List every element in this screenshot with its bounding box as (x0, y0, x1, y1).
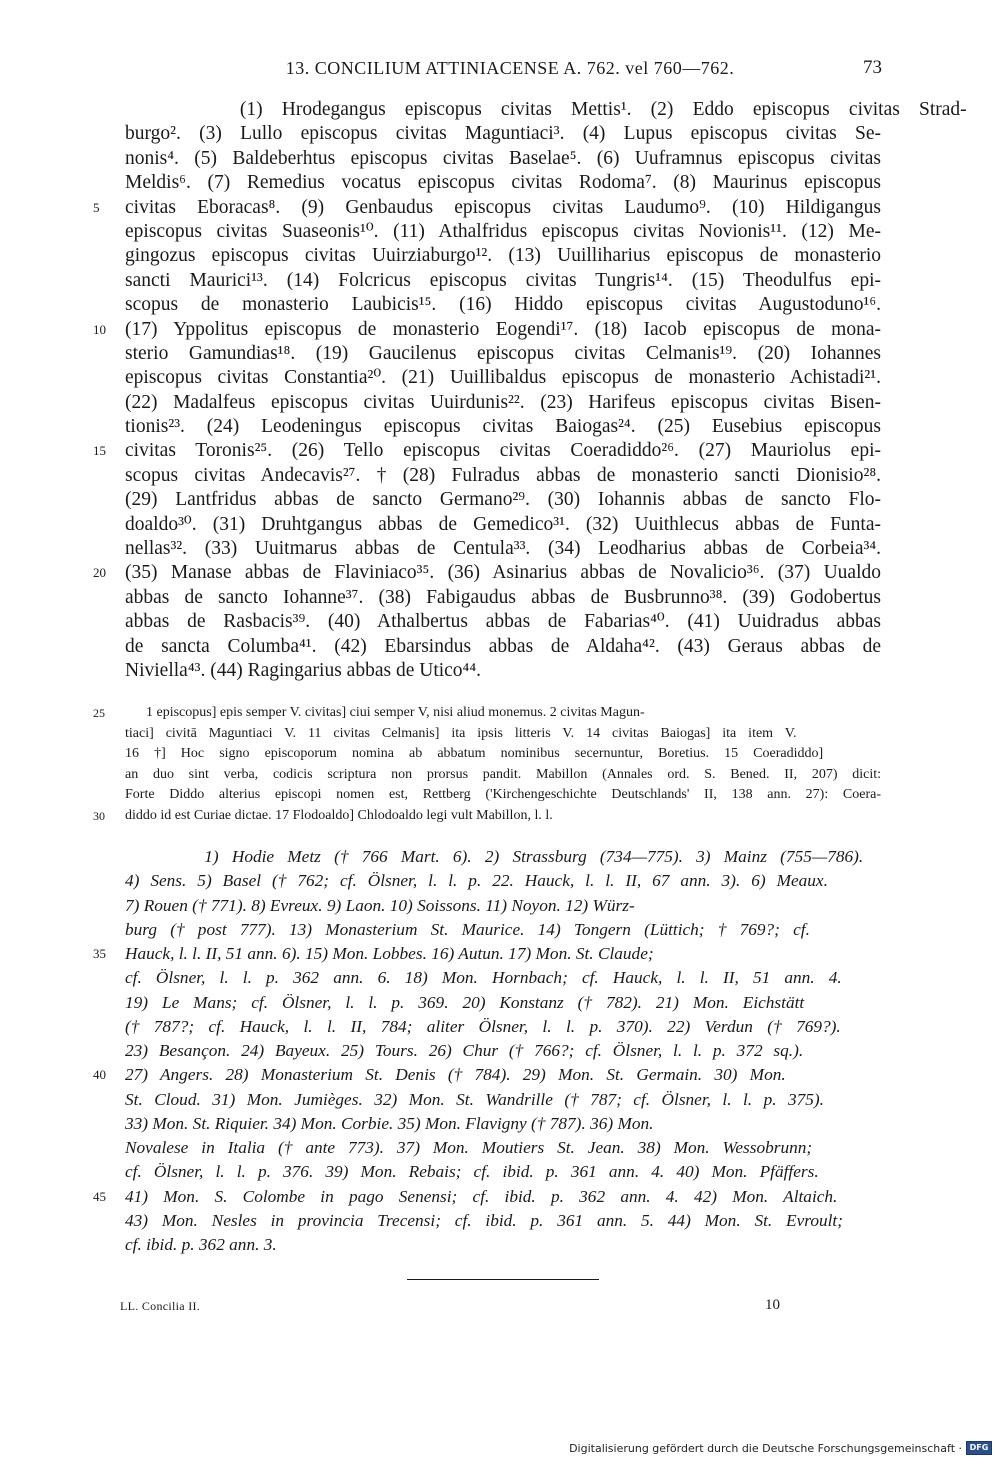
footnote-line (125, 1136, 881, 1160)
text-line (125, 147, 881, 171)
apparatus-line-text: an duo sint verba, codicis scriptura non prorsus pandit. Mabillon (Annales ord. S. Bened. II, 207) dicit: (125, 766, 881, 782)
sheet-number: 10 (765, 1297, 780, 1313)
text-line-text: sancti Maurici¹³. (14) Folcricus episcopus civitas Tungris¹⁴. (15) Theodulfus epi- (125, 269, 881, 291)
apparatus-line-text: 16 †] Hoc signo episcoporum nomina ab abbatum nominibus secernuntur, Boretius. 15 Coeradiddo] (125, 746, 824, 762)
margin-line-number: 40 (93, 1067, 106, 1083)
digitization-credit (569, 1441, 992, 1455)
text-line (125, 269, 881, 293)
text-line (125, 244, 881, 268)
text-line-text: episcopus civitas Constantia²⁰. (21) Uuillibaldus episcopus de monasterio Achistadi²¹. (125, 367, 881, 389)
margin-line-number: 45 (93, 1188, 106, 1204)
critical-apparatus (93, 703, 881, 827)
text-line (125, 488, 881, 512)
text-line-text: episcopus civitas Suaseonis¹⁰. (11) Athalfridus episcopus civitas Novionis¹¹. (12) Me- (125, 220, 881, 242)
text-line (125, 635, 881, 659)
text-line (125, 366, 881, 390)
text-line-text: burgo². (3) Lullo episcopus civitas Maguntiaci³. (4) Lupus episcopus civitas Se- (125, 123, 881, 145)
footnote-line-text: cf. ibid. p. 362 ann. 3. (125, 1235, 277, 1254)
credit-text: Digitalisierung gefördert durch die Deutsche Forschungsgemeinschaft · (569, 1441, 962, 1455)
text-line-text: abbas de sancto Iohanne³⁷. (38) Fabigaudus abbas de Busbrunno³⁸. (39) Godobertus (125, 586, 881, 608)
footnote-line (93, 1063, 881, 1087)
text-line-text: nonis⁴. (5) Baldeberhtus episcopus civitas Baselae⁵. (6) Uuframnus episcopus civitas (125, 147, 881, 169)
apparatus-line-text: Forte Diddo alterius episcopi nomen est, Rettberg ('Kirchengeschichte Deutschlands' II, 138 ann. 27): Coera- (125, 787, 881, 803)
text-line (125, 464, 881, 488)
apparatus-line-text: 1 episcopus] epis semper V. civitas] ciui semper V, nisi aliud monemus. 2 civitas Magun- (125, 705, 645, 720)
margin-line-number: 10 (93, 321, 106, 337)
text-line-text: (17) Yppolitus episcopus de monasterio Eogendi¹⁷. (18) Iacob episcopus de mona- (125, 318, 881, 340)
footnote-line (125, 1233, 881, 1257)
text-line-text: Niviella⁴³. (44) Ragingarius abbas de Utico⁴⁴. (125, 659, 482, 681)
text-line (125, 342, 881, 366)
text-line (125, 98, 967, 122)
text-line-text: gingozus episcopus civitas Uuirziaburgo¹². (13) Uuilliharius episcopus de monasterio (125, 245, 881, 267)
footnote-line-text: († 787?; cf. Hauck, l. l. II, 784; aliter Ölsner, l. l. p. 370). 22) Verdun († 769?). (125, 1016, 841, 1036)
text-line (125, 610, 881, 634)
text-line-text: doaldo³⁰. (31) Druhtgangus abbas de Gemedico³¹. (32) Uuithlecus abbas de Funta- (125, 513, 881, 535)
text-line (125, 220, 881, 244)
text-line-text: de sancta Columba⁴¹. (42) Ebarsindus abbas de Aldaha⁴². (43) Geraus abbas de (125, 635, 881, 657)
text-line (125, 171, 881, 195)
text-line-text: sterio Gamundias¹⁸. (19) Gaucilenus episcopus civitas Celmanis¹⁹. (20) Iohannes (125, 342, 881, 364)
footnote-line (125, 1112, 881, 1136)
apparatus-line (125, 724, 881, 745)
footnote-line-text: 43) Mon. Nesles in provincia Trecensi; cf. ibid. p. 361 ann. 5. 44) Mon. St. Evroult; (125, 1210, 843, 1230)
footnote-line-text: 23) Besançon. 24) Bayeux. 25) Tours. 26) Chur († 766?; cf. Ölsner, l. l. p. 372 sq.). (125, 1041, 804, 1060)
footnote-line-text: 1) Hodie Metz († 766 Mart. 6). 2) Strassburg (734—775). 3) Mainz (755—786). (125, 847, 864, 866)
footnote-line (125, 1039, 881, 1063)
footnote-line (93, 942, 881, 966)
margin-line-number: 25 (93, 706, 105, 720)
footnote-line (125, 1160, 881, 1184)
text-line-text: civitas Toronis²⁵. (26) Tello episcopus civitas Coeradiddo²⁶. (27) Mauriolus epi- (125, 440, 881, 462)
footnote-line-text: St. Cloud. 31) Mon. Jumièges. 32) Mon. St. Wandrille († 787; cf. Ölsner, l. l. p. 375). (125, 1089, 824, 1109)
text-line (125, 659, 881, 683)
apparatus-line (125, 785, 881, 806)
margin-line-number: 20 (93, 565, 106, 581)
running-head (0, 56, 1000, 86)
text-line (125, 513, 881, 537)
footnote-line (125, 966, 881, 990)
footnote-line (93, 1185, 881, 1209)
footnote-line-text: 33) Mon. St. Riquier. 34) Mon. Corbie. 35) Mon. Flavigny († 787). 36) Mon. (125, 1113, 654, 1133)
text-line (125, 293, 881, 317)
apparatus-line (125, 744, 881, 765)
apparatus-line (93, 806, 881, 827)
text-line (93, 196, 881, 220)
text-line-text: (22) Madalfeus episcopus civitas Uuirdunis²². (23) Harifeus episcopus civitas Bisen- (125, 391, 881, 413)
footnote-line (125, 1015, 881, 1039)
footnote-line-text: burg († post 777). 13) Monasterium St. Maurice. 14) Tongern (Lüttich; † 769?; cf. (125, 919, 810, 939)
margin-line-number: 5 (93, 199, 100, 215)
text-line-text: (35) Manase abbas de Flaviniaco³⁵. (36) Asinarius abbas de Novalicio³⁶. (37) Uualdo (125, 562, 881, 584)
text-line-text: abbas de Rasbacis³⁹. (40) Athalbertus abbas de Fabarias⁴⁰. (41) Uuidradus abbas (125, 611, 881, 633)
apparatus-line-text: diddo id est Curiae dictae. 17 Flodoaldo] Chlodoaldo legi vult Mabillon, l. l. (125, 807, 553, 823)
text-line (125, 415, 881, 439)
text-line-text: nellas³². (33) Uuitmarus abbas de Centula³³. (34) Leodharius abbas de Corbeia³⁴. (125, 538, 881, 560)
apparatus-line (93, 703, 881, 724)
text-line-text: (29) Lantfridus abbas de sancto Germano²⁹. (30) Iohannis abbas de sancto Flo- (125, 489, 881, 511)
text-line (93, 439, 881, 463)
margin-line-number: 30 (93, 808, 105, 823)
footnote-line-text: 19) Le Mans; cf. Ölsner, l. l. p. 369. 20) Konstanz († 782). 21) Mon. Eichstätt (125, 992, 805, 1012)
footnote-line (125, 869, 881, 893)
running-title: 13. CONCILIUM ATTINIACENSE A. 762. vel 760—762. (285, 58, 735, 78)
footnote-line-text: cf. Ölsner, l. l. p. 376. 39) Mon. Rebais; cf. ibid. p. 361 ann. 4. 40) Mon. Pfäffers. (125, 1162, 819, 1182)
signature-mark: LL. Concilia II. (120, 1299, 201, 1313)
footnote-line-text: cf. Ölsner, l. l. p. 362 ann. 6. 18) Mon. Hornbach; cf. Hauck, l. l. II, 51 ann. 4. (125, 968, 842, 988)
footnote-line-text: 4) Sens. 5) Basel († 762; cf. Ölsner, l. l. p. 22. Hauck, l. l. II, 67 ann. 3). 6) Meaux. (125, 871, 828, 891)
footnote-line-text: Novalese in Italia († ante 773). 37) Mon. Moutiers St. Jean. 38) Mon. Wessobrunn; (125, 1138, 813, 1157)
text-line (125, 122, 881, 146)
margin-line-number: 15 (93, 443, 106, 459)
text-line-text: (1) Hrodegangus episcopus civitas Mettis¹. (2) Eddo episcopus civitas Strad- (125, 99, 967, 120)
text-line-text: tionis²³. (24) Leodeningus episcopus civitas Baiogas²⁴. (25) Eusebius episcopus (125, 416, 881, 438)
page-number: 73 (863, 57, 882, 78)
footnote-line-text: Hauck, l. l. II, 51 ann. 6). 15) Mon. Lobbes. 16) Autun. 17) Mon. St. Claude; (125, 944, 654, 963)
footnote-line-text: 7) Rouen († 771). 8) Evreux. 9) Laon. 10) Soissons. 11) Noyon. 12) Würz- (125, 895, 635, 915)
text-line-text: scopus civitas Andecavis²⁷. † (28) Fulradus abbas de monasterio sancti Dionisio²⁸. (125, 464, 881, 486)
footnote-line-text: 27) Angers. 28) Monasterium St. Denis († 784). 29) Mon. St. Germain. 30) Mon. (125, 1065, 786, 1085)
dfg-logo: DFG (966, 1441, 992, 1455)
footnote-line (125, 845, 881, 869)
text-line (93, 318, 881, 342)
footnote-divider (407, 1279, 599, 1280)
footnote-line (125, 894, 881, 918)
footnote-line (125, 1209, 881, 1233)
text-line-text: scopus de monasterio Laubicis¹⁵. (16) Hiddo episcopus civitas Augustoduno¹⁶. (125, 294, 881, 316)
text-line-text: Meldis⁶. (7) Remedius vocatus episcopus civitas Rodoma⁷. (8) Maurinus episcopus (125, 172, 881, 194)
text-line (125, 537, 881, 561)
footnote-line (125, 1088, 881, 1112)
apparatus-line (125, 765, 881, 786)
text-line (93, 561, 881, 585)
footnote-line (125, 991, 881, 1015)
footnote-line-text: 41) Mon. S. Colombe in pago Senensi; cf. ibid. p. 362 ann. 4. 42) Mon. Altaich. (125, 1186, 838, 1206)
text-line (125, 391, 881, 415)
footnotes (93, 845, 881, 1257)
text-line-text: civitas Eboracas⁸. (9) Genbaudus episcopus civitas Laudumo⁹. (10) Hildigangus (125, 196, 881, 218)
text-line (125, 586, 881, 610)
footnote-line (125, 918, 881, 942)
apparatus-line-text: tiaci] civitā Maguntiaci V. 11 civitas Celmanis] ita ipsis litteris V. 14 civitas Baiogas] ita item V. (125, 725, 797, 741)
main-text (93, 98, 967, 683)
margin-line-number: 35 (93, 946, 106, 961)
